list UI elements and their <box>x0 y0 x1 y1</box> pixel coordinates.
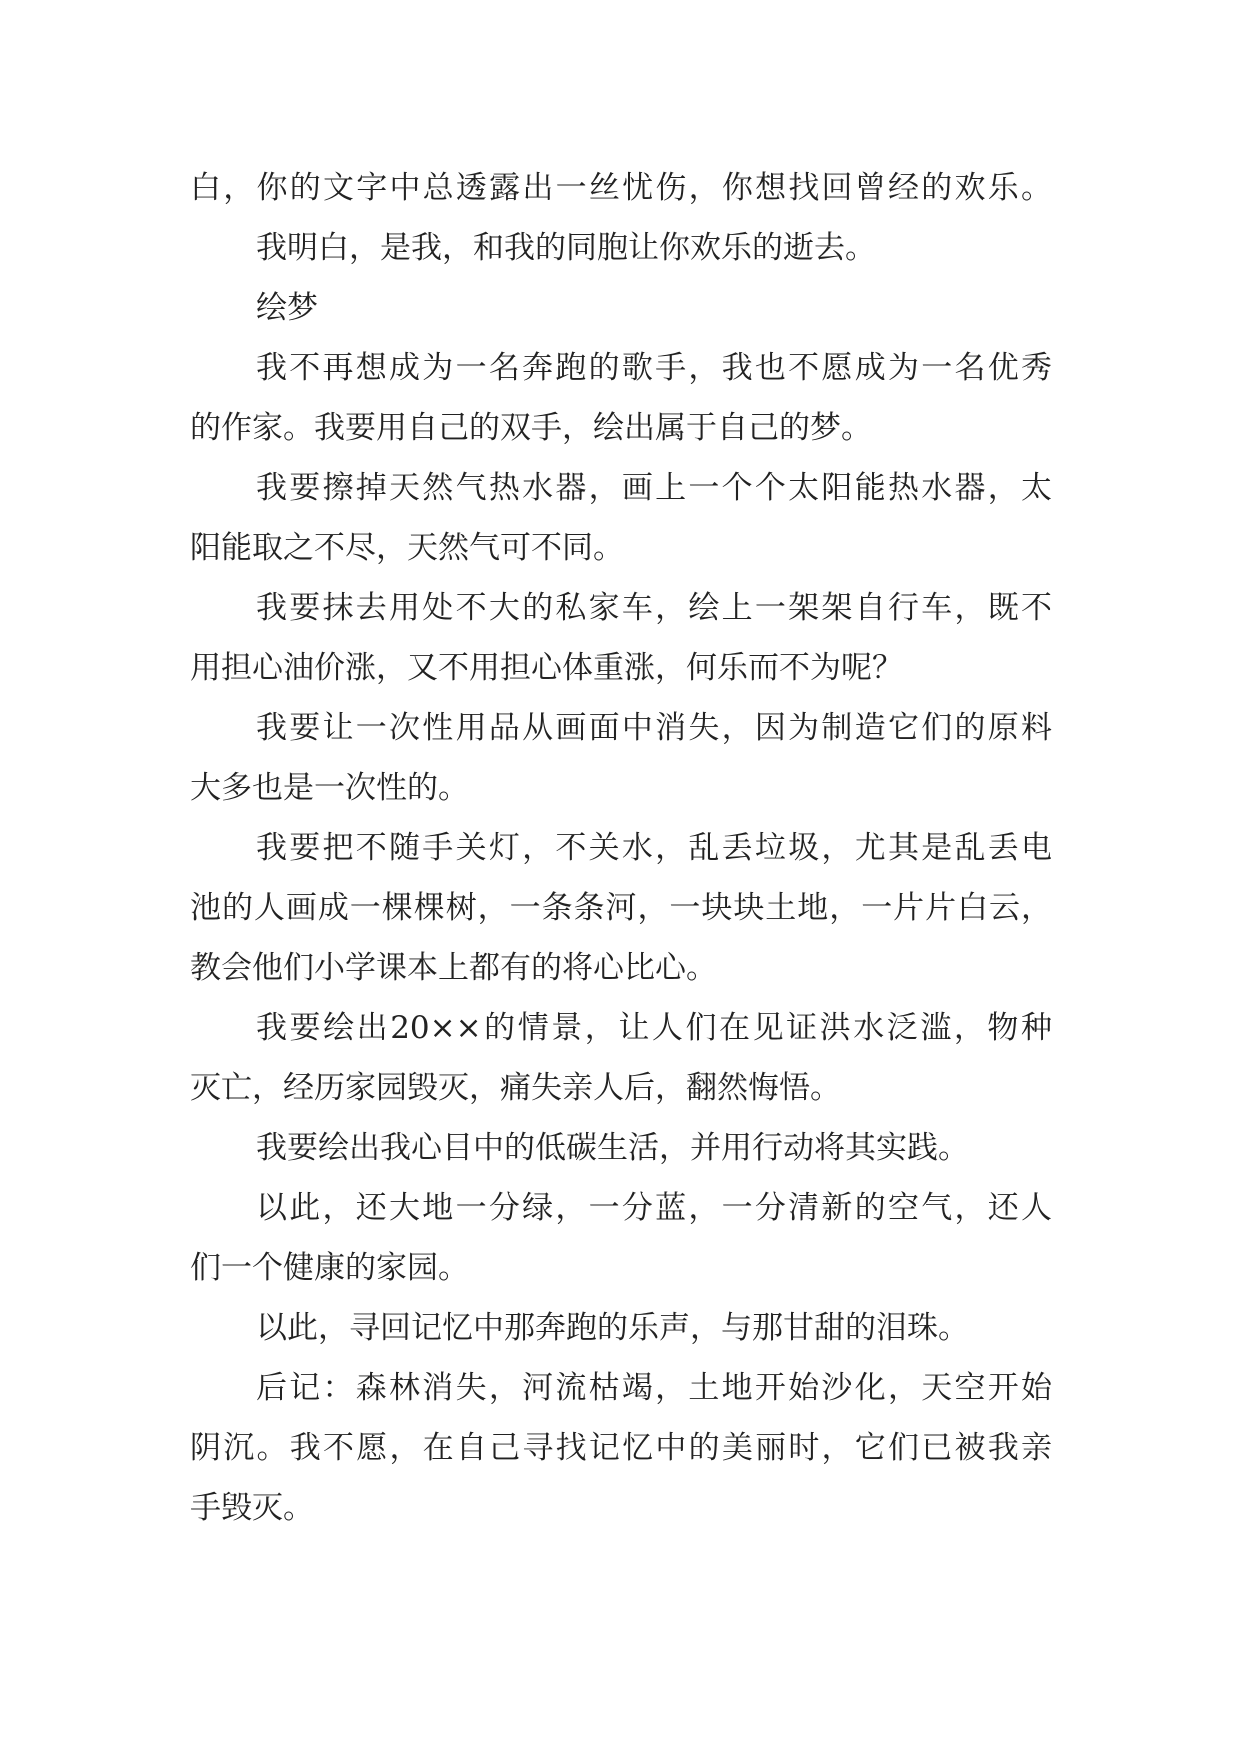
text-line: 大多也是一次性的。 <box>190 770 469 806</box>
document-body <box>190 158 1052 1538</box>
text-line: 阴沉。我不愿，在自己寻找记忆中的美丽时，它们已被我亲 <box>190 1430 1052 1466</box>
text-line: 我不再想成为一名奔跑的歌手，我也不愿成为一名优秀 <box>256 350 1052 386</box>
text-line: 阳能取之不尽，天然气可不同。 <box>190 530 624 566</box>
text-line: 我明白，是我，和我的同胞让你欢乐的逝去。 <box>256 230 876 266</box>
text-line: 我要让一次性用品从画面中消失，因为制造它们的原料 <box>256 710 1052 746</box>
text-line: 手毁灭。 <box>190 1490 314 1526</box>
text-line: 我要把不随手关灯，不关水，乱丢垃圾，尤其是乱丢电 <box>256 830 1052 866</box>
text-line: 们一个健康的家园。 <box>190 1250 469 1286</box>
text-line: 用担心油价涨，又不用担心体重涨，何乐而不为呢？ <box>190 650 903 686</box>
text-line: 池的人画成一棵棵树，一条条河，一块块土地，一片片白云， <box>190 890 1052 926</box>
text-line: 以此，寻回记忆中那奔跑的乐声，与那甘甜的泪珠。 <box>256 1310 969 1346</box>
text-line: 白，你的文字中总透露出一丝忧伤，你想找回曾经的欢乐。 <box>190 170 1052 206</box>
text-line: 我要擦掉天然气热水器，画上一个个太阳能热水器，太 <box>256 470 1052 506</box>
text-line: 灭亡，经历家园毁灭，痛失亲人后，翻然悔悟。 <box>190 1070 841 1106</box>
text-line: 的作家。我要用自己的双手，绘出属于自己的梦。 <box>190 410 872 446</box>
text-line: 教会他们小学课本上都有的将心比心。 <box>190 950 717 986</box>
text-line: 我要绘出20××的情景，让人们在见证洪水泛滥，物种 <box>256 1010 1052 1046</box>
text-line: 我要绘出我心目中的低碳生活，并用行动将其实践。 <box>256 1130 969 1166</box>
text-line: 以此，还大地一分绿，一分蓝，一分清新的空气，还人 <box>256 1190 1052 1226</box>
text-line: 后记：森林消失，河流枯竭，土地开始沙化，天空开始 <box>256 1370 1052 1406</box>
text-line: 我要抹去用处不大的私家车，绘上一架架自行车，既不 <box>256 590 1052 626</box>
section-heading: 绘梦 <box>256 290 318 326</box>
